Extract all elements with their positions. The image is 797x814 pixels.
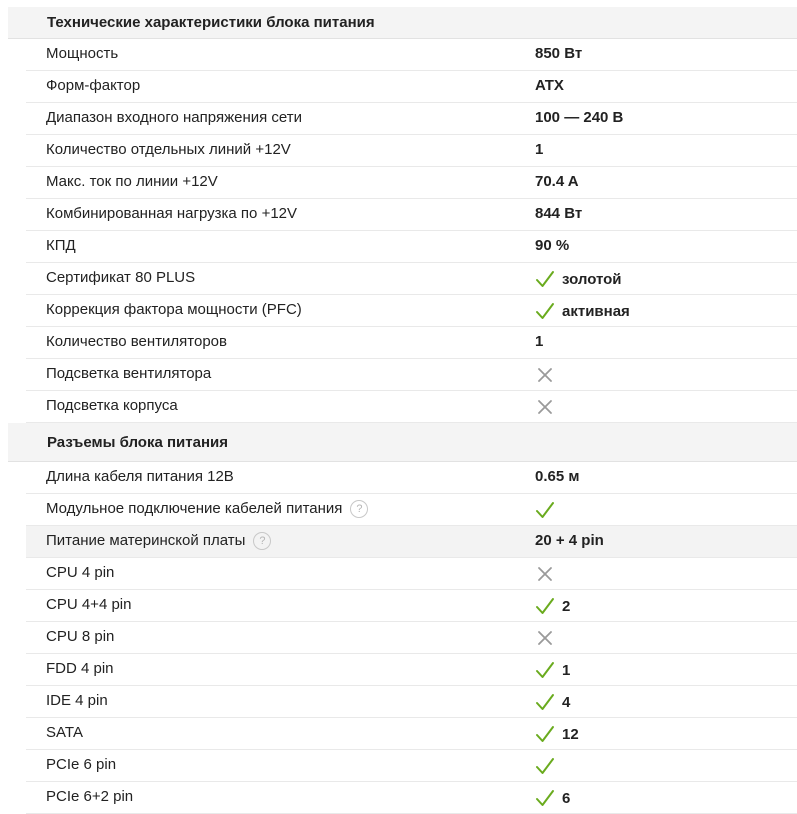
spec-label-text: Подсветка корпуса <box>46 397 178 414</box>
spec-label <box>46 173 218 190</box>
spec-value-text: активная <box>562 302 630 320</box>
spec-label-text: CPU 4 pin <box>46 564 115 581</box>
spec-row <box>26 39 797 71</box>
spec-label-text: CPU 8 pin <box>46 628 115 645</box>
spec-label-text: PCIe 6+2 pin <box>46 788 134 805</box>
spec-value <box>535 564 555 584</box>
spec-value-text: 4 <box>562 693 571 711</box>
spec-value <box>535 141 543 158</box>
spec-label <box>46 628 114 645</box>
spec-value <box>535 205 582 222</box>
spec-value <box>535 77 564 94</box>
check-icon <box>535 500 555 520</box>
spec-row <box>26 103 797 135</box>
spec-value <box>535 45 582 62</box>
spec-label <box>46 564 114 581</box>
spec-label <box>46 788 133 805</box>
spec-value <box>535 596 570 616</box>
spec-value-text: 100 — 240 В <box>535 109 624 126</box>
spec-value-text: 70.4 A <box>535 173 579 190</box>
spec-label-text: Коррекция фактора мощности (PFC) <box>46 301 302 318</box>
spec-row <box>26 686 797 718</box>
spec-label-text: Количество вентиляторов <box>46 333 227 350</box>
check-icon <box>535 301 555 321</box>
spec-label <box>46 269 195 286</box>
spec-value <box>535 628 555 648</box>
spec-value <box>535 468 579 485</box>
spec-row <box>26 327 797 359</box>
spec-label-text: CPU 4+4 pin <box>46 596 132 613</box>
spec-label <box>46 468 234 485</box>
check-icon <box>535 724 555 744</box>
spec-label <box>46 500 368 518</box>
spec-value-text: 850 Вт <box>535 45 583 62</box>
spec-row <box>26 462 797 494</box>
spec-value <box>535 301 630 321</box>
spec-value-text: 1 <box>562 661 571 679</box>
spec-value <box>535 692 570 712</box>
spec-row <box>26 558 797 590</box>
spec-row <box>26 622 797 654</box>
section-title: Разъемы блока питания <box>47 434 228 451</box>
spec-value-text: 844 Вт <box>535 205 583 222</box>
spec-value-text: золотой <box>562 270 622 288</box>
spec-label-text: Макс. ток по линии +12V <box>46 173 218 190</box>
spec-label-text: КПД <box>46 237 76 254</box>
spec-row <box>26 718 797 750</box>
spec-row <box>26 231 797 263</box>
connector-rows <box>0 462 797 814</box>
spec-value <box>535 269 622 289</box>
spec-row <box>26 654 797 686</box>
spec-label-text: Диапазон входного напряжения сети <box>46 109 302 126</box>
spec-value-text: ATX <box>535 77 564 94</box>
spec-value-text: 90 % <box>535 237 570 254</box>
spec-value-text: 2 <box>562 597 571 615</box>
spec-value <box>535 756 555 776</box>
spec-label <box>46 205 297 222</box>
spec-label-text: Модульное подключение кабелей питания <box>46 500 343 517</box>
spec-row <box>26 135 797 167</box>
spec-row <box>26 750 797 782</box>
spec-value <box>535 237 569 254</box>
check-icon <box>535 660 555 680</box>
check-icon <box>535 269 555 289</box>
spec-label-text: Мощность <box>46 45 119 62</box>
section-header-connectors <box>8 423 797 462</box>
spec-label <box>46 532 271 550</box>
spec-label <box>46 45 118 62</box>
spec-row <box>26 167 797 199</box>
spec-label <box>46 397 178 414</box>
spec-label <box>46 141 291 158</box>
spec-label-text: Форм-фактор <box>46 77 141 94</box>
section-title: Технические характеристики блока питания <box>47 14 375 31</box>
spec-label-text: Питание материнской платы <box>46 532 246 549</box>
spec-row <box>26 71 797 103</box>
cross-icon <box>535 397 555 417</box>
cross-icon <box>535 628 555 648</box>
spec-label <box>46 333 227 350</box>
spec-label-text: Количество отдельных линий +12V <box>46 141 291 158</box>
specs-rows <box>0 39 797 423</box>
spec-label <box>46 660 114 677</box>
spec-value <box>535 532 604 549</box>
spec-label-text: Подсветка вентилятора <box>46 365 212 382</box>
spec-value <box>535 500 555 520</box>
spec-label-text: Комбинированная нагрузка по +12V <box>46 205 298 222</box>
spec-label <box>46 301 302 318</box>
spec-row <box>26 263 797 295</box>
cross-icon <box>535 365 555 385</box>
cross-icon <box>535 564 555 584</box>
spec-label-text: SATA <box>46 724 83 741</box>
spec-label-text: FDD 4 pin <box>46 660 114 677</box>
spec-label-text: Длина кабеля питания 12В <box>46 468 234 485</box>
spec-value <box>535 397 555 417</box>
spec-label-text: PCIe 6 pin <box>46 756 117 773</box>
spec-value-text: 0.65 м <box>535 468 580 485</box>
check-icon <box>535 788 555 808</box>
check-icon <box>535 756 555 776</box>
spec-label <box>46 77 140 94</box>
spec-value-text: 1 <box>535 141 544 158</box>
spec-label <box>46 596 131 613</box>
check-icon <box>535 596 555 616</box>
help-icon[interactable]: ? <box>253 532 271 550</box>
spec-label <box>46 724 83 741</box>
spec-value <box>535 365 555 385</box>
spec-row <box>26 494 797 526</box>
spec-value-text: 20 + 4 pin <box>535 532 604 549</box>
spec-value <box>535 109 623 126</box>
spec-row <box>26 526 797 558</box>
spec-label-text: IDE 4 pin <box>46 692 108 709</box>
spec-value <box>535 333 543 350</box>
spec-value <box>535 724 579 744</box>
spec-label <box>46 692 108 709</box>
spec-label <box>46 237 76 254</box>
help-icon[interactable]: ? <box>350 500 368 518</box>
spec-value <box>535 173 579 190</box>
spec-row <box>26 359 797 391</box>
spec-row <box>26 295 797 327</box>
section-header-specs <box>8 7 797 39</box>
spec-label-text: Сертификат 80 PLUS <box>46 269 196 286</box>
spec-label <box>46 756 116 773</box>
spec-value-text: 6 <box>562 789 571 807</box>
spec-value <box>535 660 570 680</box>
spec-value <box>535 788 570 808</box>
spec-label <box>46 109 302 126</box>
check-icon <box>535 692 555 712</box>
spec-label <box>46 365 211 382</box>
spec-row <box>26 590 797 622</box>
psu-specs-table <box>0 7 797 814</box>
spec-value-text: 1 <box>535 333 544 350</box>
spec-value-text: 12 <box>562 725 579 743</box>
spec-row <box>26 391 797 423</box>
spec-row <box>26 199 797 231</box>
spec-row <box>26 782 797 814</box>
